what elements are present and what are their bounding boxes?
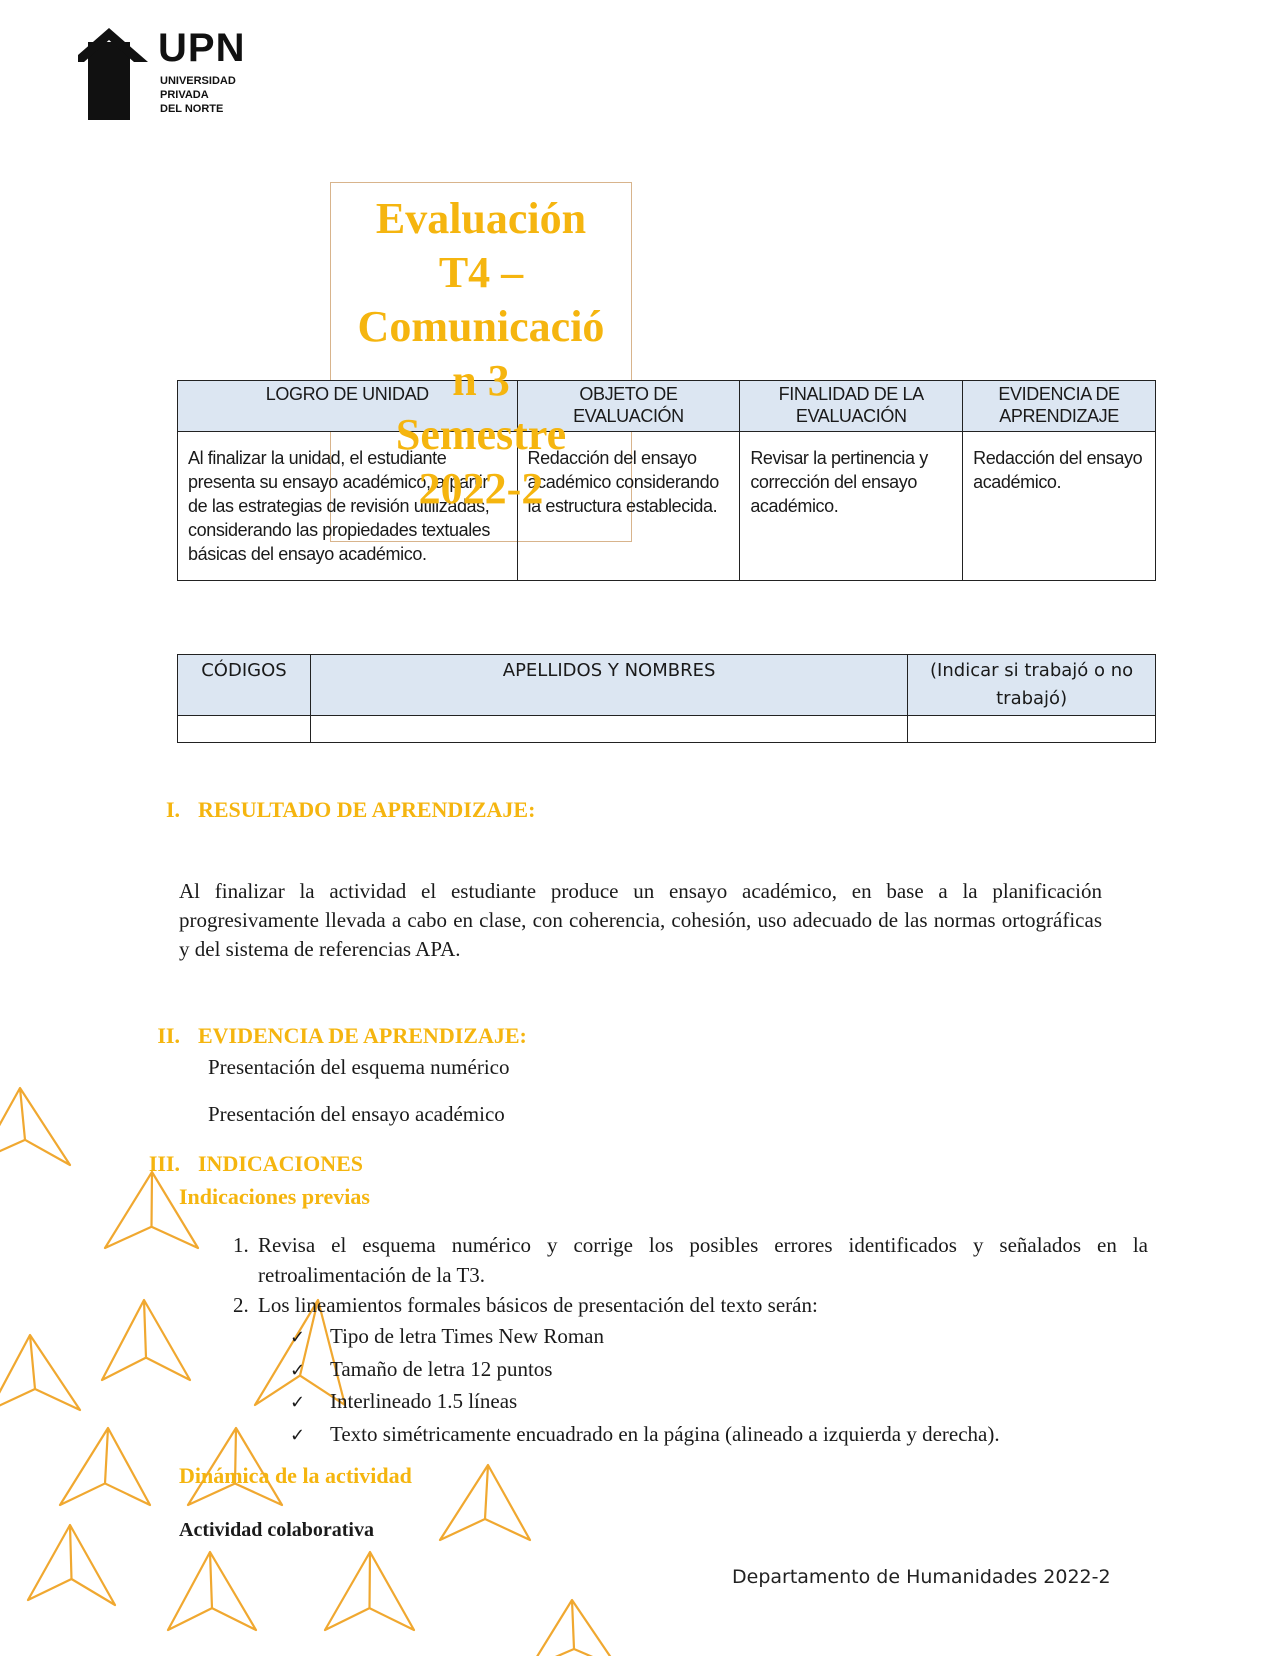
title-line: 2022-2 [418,464,544,513]
title-line: Semestre [395,410,567,459]
triangle-ornament [168,1552,256,1630]
table-header-row [178,655,1156,716]
learning-result-text: Al finalizar la actividad el estudiante produce un ensayo académico, en base a la planificación progresivamente llevada a cabo en clase, con coherencia, cohesión, uso adecuado de las normas ortográficas y del sistema de referencias APA. [179,879,1102,961]
format-item-text: Interlineado 1.5 líneas [330,1389,518,1413]
section-number: I. [165,797,180,822]
codigo-table [177,654,1156,743]
document-title [345,192,617,516]
empty-status-cell[interactable] [908,716,1156,743]
triangle-ornament [60,1428,150,1505]
indicaciones-previas-heading: Indicaciones previas [179,1184,370,1209]
logro-table [177,380,1156,581]
table-header-cell: (Indicar si trabajó o no trabajó) [908,655,1156,716]
logo-sub-line: PRIVADA [160,89,209,101]
title-line: Evaluación [375,194,587,243]
section-number: II. [157,1023,180,1048]
table-cell: Al finalizar la unidad, el estudiante presenta su ensayo académico, a partir de las estrategias de revisión utilizadas, considerando las propiedades textuales básicas del ensayo académico. [178,432,518,581]
evidence-item: Presentación del ensayo académico [208,1102,505,1126]
table-cell: Revisar la pertinencia y corrección del ensayo académico. [740,432,963,581]
triangle-ornament [440,1465,530,1540]
check-icon: ✓ [290,1424,306,1446]
table-header-cell: LOGRO DE UNIDAD [178,381,518,432]
list-item [290,1386,1000,1419]
logo-sub-line: DEL NORTE [160,103,224,115]
table-header-row [178,381,1156,432]
empty-name-cell[interactable] [310,716,907,743]
check-icon: ✓ [290,1359,306,1381]
section-label: RESULTADO DE APRENDIZAJE: [198,797,536,822]
logo-subtitle [160,74,236,116]
table-header-cell: CÓDIGOS [178,655,311,716]
list-item [290,1321,1000,1354]
check-icon: ✓ [290,1327,306,1348]
upn-logo-icon [78,28,150,120]
triangle-ornament [325,1552,414,1630]
evidence-item: Presentación del esquema numérico [208,1055,510,1079]
list-item [290,1354,1000,1387]
section-number: III. [148,1151,180,1176]
logo-wordmark: UPN [158,26,246,70]
table-cell: Redacción del ensayo académico considerando la estructura establecida. [517,432,740,581]
section-label: EVIDENCIA DE APRENDIZAJE: [198,1023,527,1048]
page-footer: Departamento de Humanidades 2022-2 [732,1566,1111,1588]
dinamica-heading: Dinámica de la actividad [179,1463,412,1488]
section-label: INDICACIONES [198,1151,364,1176]
steps-list [208,1230,1148,1320]
format-item-text: Tipo de letra Times New Roman [330,1324,604,1348]
list-item [290,1419,1000,1452]
title-line: n 3 [452,356,510,405]
triangle-ornament [102,1300,190,1380]
check-icon: ✓ [290,1392,306,1413]
triangle-ornament [0,1088,70,1165]
list-item: 1. Revisa el esquema numérico y corrige los posibles errores identificados y señalados en la retroalimentación de la T3. [254,1230,1148,1290]
title-line: Comunicació [357,302,605,351]
empty-code-cell[interactable] [178,716,311,743]
triangle-ornament [530,1600,618,1656]
actividad-colaborativa-label: Actividad colaborativa [179,1519,374,1541]
table-row [178,716,1156,743]
format-list [290,1321,1000,1451]
format-item-text: Tamaño de letra 12 puntos [330,1356,553,1381]
format-item-text: Texto simétricamente encuadrado en la página (alineado a izquierda y derecha). [330,1421,1000,1446]
triangle-ornament [0,1335,80,1410]
table-header-cell: OBJETO DE EVALUACIÓN [517,381,740,432]
table-row [178,432,1156,581]
title-line: T4 – [438,248,524,297]
table-header-cell: FINALIDAD DE LA EVALUACIÓN [740,381,963,432]
upn-logo [78,28,248,120]
table-header-cell: APELLIDOS Y NOMBRES [310,655,907,716]
triangle-ornament [28,1525,115,1605]
table-header-cell: EVIDENCIA DE APRENDIZAJE [963,381,1156,432]
logo-sub-line: UNIVERSIDAD [160,75,236,87]
list-item: 2. Los lineamientos formales básicos de presentación del texto serán: [254,1290,1148,1320]
table-cell: Redacción del ensayo académico. [963,432,1156,581]
